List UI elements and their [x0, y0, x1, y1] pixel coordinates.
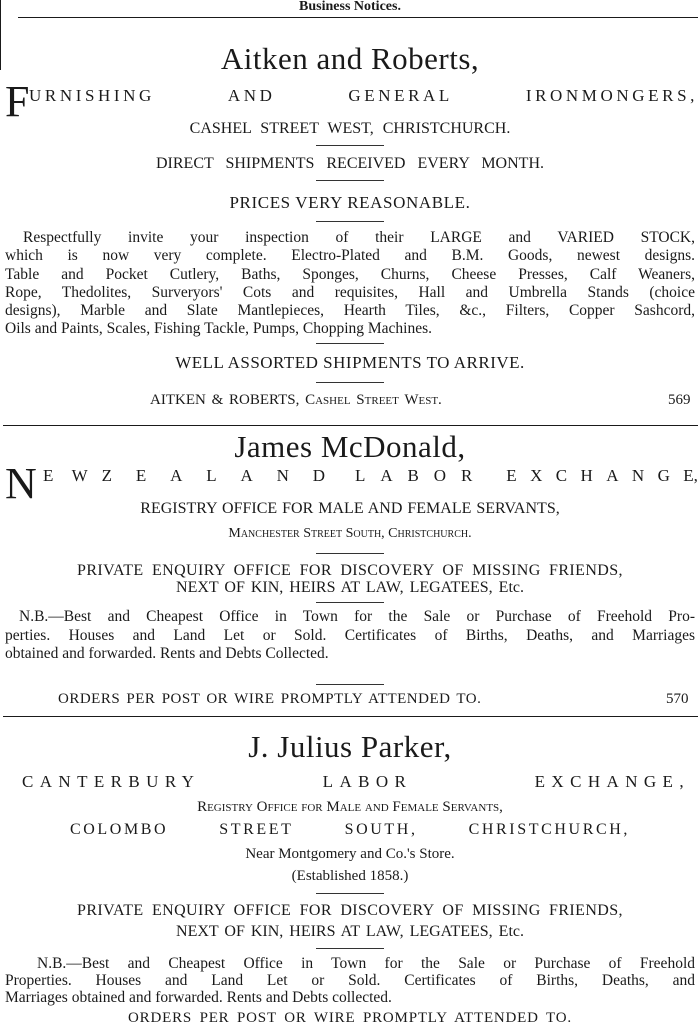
ad1-address: CASHEL STREET WEST, CHRISTCHURCH.: [189, 120, 511, 137]
ad3-registry: Registry Office for Male and Female Servants,: [197, 799, 503, 815]
ad2-enquiry-line2: NEXT OF KIN, HEIRS AT LAW, LEGATEES, Etc.: [176, 579, 524, 596]
ad2-body-line: obtained and forwarded. Rents and Debts Collected.: [5, 645, 329, 663]
ad1-signature: [150, 392, 550, 409]
ad1-signature-name: AITKEN & ROBERTS,: [150, 392, 300, 408]
ad3-orders: ORDERS PER POST OR WIRE PROMPTLY ATTENDED TO.: [128, 1010, 572, 1026]
ad3-enquiry-line2: NEXT OF KIN, HEIRS AT LAW, LEGATEES, Etc.: [176, 923, 524, 940]
ad2-title: James McDonald,: [234, 429, 466, 464]
ad1-body-line: designs), Marble and Slate Mantlepieces, Hearth Tiles, &c., Filters, Copper Sashcord,: [5, 302, 695, 320]
ad1-divider: [316, 221, 384, 222]
ad3-established: (Established 1858.): [291, 868, 409, 884]
ad1-body-line: Table and Pocket Cutlery, Baths, Sponges, Churns, Cheese Presses, Calf Weaners,: [5, 265, 695, 283]
ad3-address-line: [70, 821, 630, 839]
ad3-title: J. Julius Parker,: [248, 729, 452, 764]
ad1-bottom-rule: [3, 425, 698, 426]
ad1-divider: [316, 343, 384, 344]
ad3-trade-word: LABOR: [322, 772, 413, 791]
ad1-arrive: WELL ASSORTED SHIPMENTS TO ARRIVE.: [175, 353, 525, 372]
ad1-trade-line: [5, 77, 698, 126]
ad2-orders: ORDERS PER POST OR WIRE PROMPTLY ATTENDED TO.: [58, 691, 482, 707]
ad2-trade-letter: X: [530, 466, 543, 485]
ad3-address-word: COLOMBO: [70, 821, 169, 838]
ad1-body-line: Rope, Thedolites, Surveryors' Cots and requisites, Hall and Umbrella Stands (choice: [5, 283, 695, 301]
ad2-trade-letter: L: [206, 466, 217, 485]
ad2-trade-letter: A: [380, 466, 393, 485]
ad2-trade-letter: R: [460, 466, 473, 485]
ad2-address: Manchester Street South, Christchurch.: [228, 526, 472, 541]
section-header: Business Notices.: [299, 0, 401, 14]
ad2-trade-letter: E: [506, 466, 517, 485]
ad2-bottom-rule: [3, 716, 698, 717]
ad1-divider: [316, 145, 384, 146]
ad1-shipments: DIRECT SHIPMENTS RECEIVED EVERY MONTH.: [155, 155, 544, 172]
ad2-trade-letter: L: [355, 466, 366, 485]
ad1-prices: PRICES VERY REASONABLE.: [229, 193, 471, 212]
ad2-trade-letter: G: [657, 466, 670, 485]
ad2-trade-letter: A: [240, 466, 253, 485]
ad2-trade-letter: O: [433, 466, 447, 485]
ad2-trade-letter: A: [170, 466, 183, 485]
ad2-divider: [316, 684, 384, 685]
ad1-body-line: Respectfully invite your inspection of their LARGE and VARIED STOCK,: [23, 229, 695, 246]
ad2-body-line: N.B.—Best and Cheapest Office in Town for the Sale or Purchase of Freehold Pro-: [19, 608, 695, 625]
ad1-body-line: which is now very complete. Electro-Plated and B.M. Goods, newest designs.: [5, 247, 695, 265]
ad2-body: [5, 608, 695, 664]
ad2-number: 570: [666, 691, 689, 707]
ad2-registry: REGISTRY OFFICE FOR MALE AND FEMALE SERVANTS,: [140, 500, 560, 517]
ad3-divider: [316, 893, 384, 894]
ad2-dropcap: N: [5, 459, 37, 508]
ad3-body-line: N.B.—Best and Cheapest Office in Town for the Sale or Purchase of Freehold: [37, 955, 695, 972]
ad3-near: Near Montgomery and Co.'s Store.: [245, 846, 455, 862]
ad3-address-word: CHRISTCHURCH,: [468, 821, 630, 838]
ad2-trade-letter: E: [135, 466, 147, 485]
ad3-trade-word: CANTERBURY: [22, 772, 201, 791]
ad2-enquiry-text: PRIVATE ENQUIRY OFFICE FOR DISCOVERY OF MISSING FRIENDS,: [77, 562, 623, 579]
ad3-address-word: STREET: [219, 821, 294, 838]
ad2-trade-letter: H: [580, 466, 593, 485]
header-rule: [18, 17, 698, 18]
ad2-trade-letter: Z: [101, 466, 113, 485]
ad2-trade-letter: C: [555, 466, 568, 485]
ad1-trade-word: IRONMONGERS,: [525, 86, 698, 105]
ad1-divider: [316, 180, 384, 181]
ad1-signature-address: Cashel Street West.: [305, 392, 442, 408]
ad1-body-line: Oils and Paints, Scales, Fishing Tackle, Pumps, Chopping Machines.: [5, 320, 433, 338]
ad1-number: 569: [668, 392, 691, 408]
ad3-trade-word: EXCHANGE,: [534, 772, 690, 791]
ad2-divider: [316, 553, 384, 554]
ad1-trade-word: AND: [227, 86, 276, 105]
ad2-trade-letter: E: [43, 466, 54, 485]
ad3-body: [5, 955, 695, 1006]
ad3-enquiry-line1: PRIVATE ENQUIRY OFFICE FOR DISCOVERY OF MISSING FRIENDS,: [77, 902, 623, 919]
ad2-trade-letter: N: [276, 466, 289, 485]
ad2-divider: [316, 602, 384, 603]
ad1-dropcap: F: [5, 77, 30, 126]
ad3-address-word: SOUTH,: [344, 821, 418, 838]
ad2-body-line: perties. Houses and Land Let or Sold. Certificates of Births, Deaths, and Marriages: [5, 626, 695, 644]
ad2-trade-letter: N: [631, 466, 645, 485]
ad3-trade-line: [22, 772, 690, 792]
ad3-divider: [316, 948, 384, 949]
ad2-enquiry-line1: [5, 562, 695, 580]
ad3-body-line: Marriages obtained and forwarded. Rents and Debts collected.: [5, 989, 392, 1006]
ad1-trade-word: GENERAL: [348, 86, 453, 105]
ad2-trade-letter: D: [312, 466, 326, 485]
ad1-divider: [316, 382, 384, 383]
ad2-trade-letter: W: [71, 466, 88, 485]
ad2-trade-letter: A: [606, 466, 619, 485]
ad1-trade-word: URNISHING: [29, 86, 155, 105]
ad2-trade-letter: E,: [683, 466, 698, 485]
ad1-body: [5, 229, 695, 339]
ad2-trade-letter: B: [407, 466, 419, 485]
ad3-body-line: Properties. Houses and Land Let or Sold. Certificates of Births, Deaths, and: [5, 972, 695, 989]
ad1-title: Aitken and Roberts,: [220, 41, 480, 76]
